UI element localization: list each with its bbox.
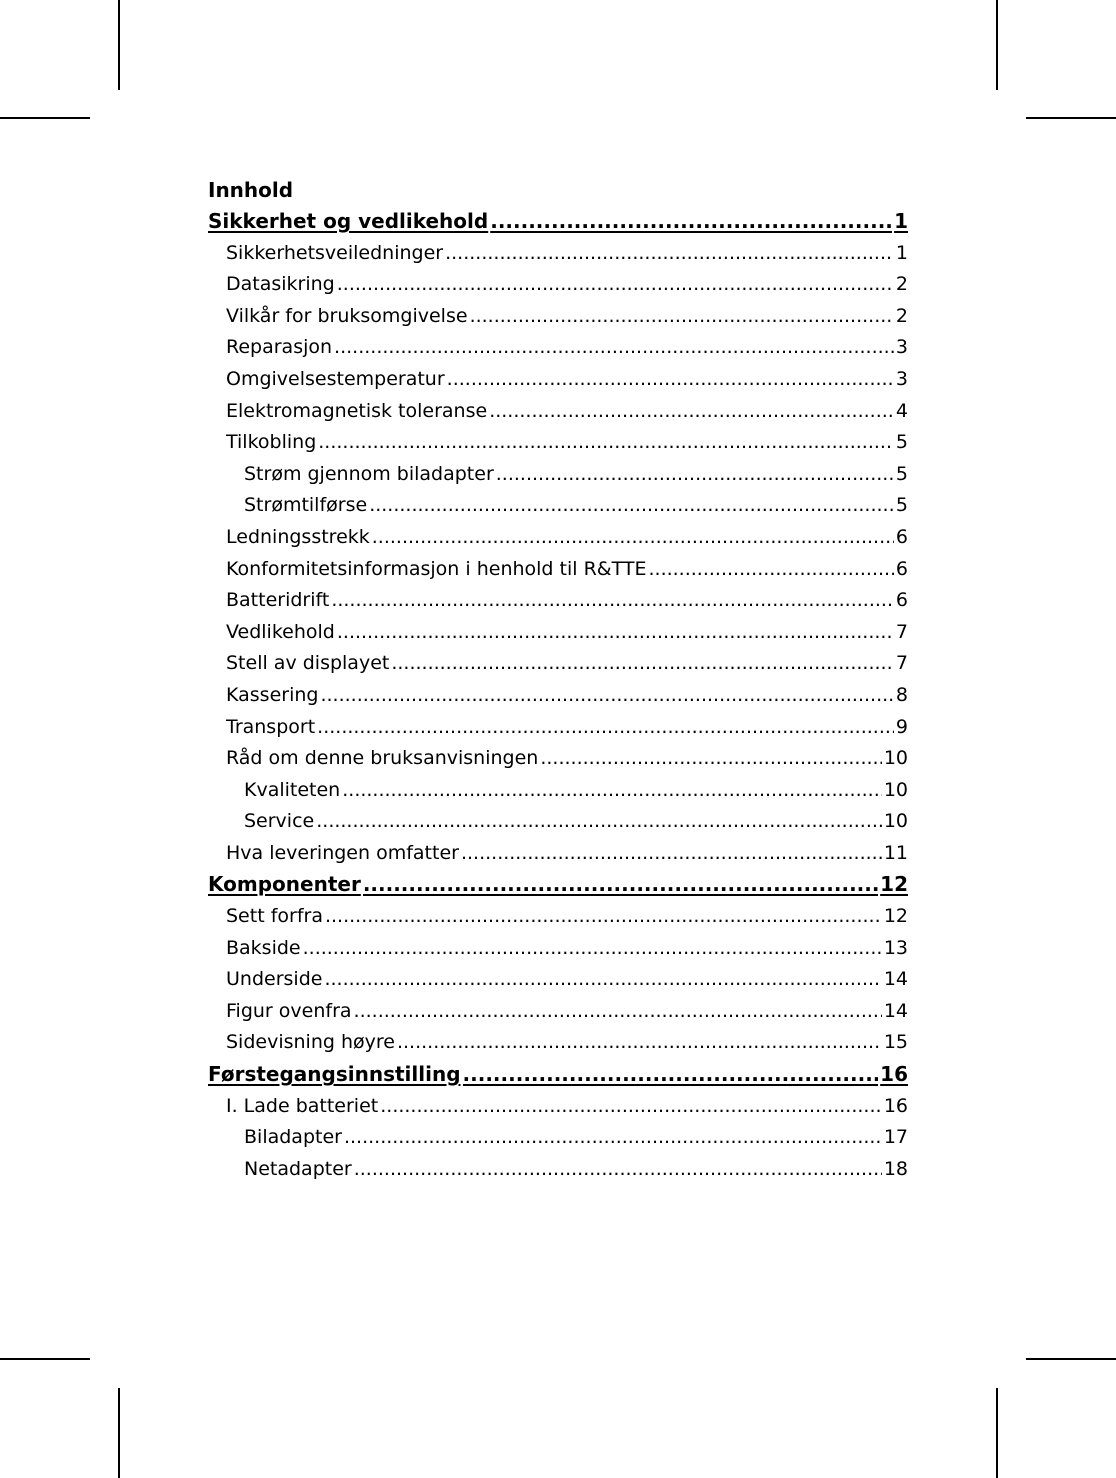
toc-entry-leader: [391, 648, 894, 680]
toc-entry-title: Service: [244, 810, 315, 833]
toc-entry[interactable]: [208, 933, 908, 965]
toc-entry-page: 5: [895, 462, 908, 485]
toc-entry[interactable]: [208, 743, 908, 775]
toc-entry-page: 3: [895, 336, 908, 359]
toc-entry-title: Biladapter: [244, 1126, 342, 1149]
toc-entry[interactable]: [208, 617, 908, 649]
crop-mark-bottom-right-horizontal: [1026, 1358, 1116, 1360]
toc-entry-title: Transport: [226, 715, 316, 738]
table-of-contents: [208, 174, 908, 1185]
toc-entry-page: 4: [895, 399, 908, 422]
toc-entry-page: 14: [883, 999, 908, 1022]
toc-entry[interactable]: [208, 427, 908, 459]
toc-entry-page: 1: [895, 241, 908, 264]
toc-entry-leader: [316, 806, 882, 838]
toc-entry-leader: [490, 206, 892, 238]
toc-entry-leader: [320, 680, 893, 712]
crop-mark-top-right-vertical: [996, 0, 998, 90]
toc-entry[interactable]: [208, 712, 908, 744]
toc-entry-title: Datasikring: [226, 273, 335, 296]
toc-entry-leader: [344, 1122, 882, 1154]
toc-list: [208, 206, 908, 1185]
toc-entry[interactable]: [208, 648, 908, 680]
toc-entry-title: Figur ovenfra: [226, 999, 352, 1022]
toc-entry-page: 5: [895, 431, 908, 454]
toc-entry-leader: [334, 332, 894, 364]
toc-entry-page: 1: [894, 209, 908, 233]
toc-entry[interactable]: [208, 869, 908, 901]
toc-entry-leader: [318, 427, 894, 459]
toc-entry-title: I. Lade batteriet: [226, 1094, 379, 1117]
toc-entry-page: 10: [883, 778, 908, 801]
toc-entry-title: Reparasjon: [226, 336, 333, 359]
toc-entry-title: Konformitetsinformasjon i henhold til R&TTE: [226, 557, 647, 580]
toc-entry[interactable]: [208, 459, 908, 491]
toc-entry[interactable]: [208, 364, 908, 396]
crop-mark-bottom-left-horizontal: [0, 1358, 90, 1360]
toc-entry-title: Strømtilførse: [244, 494, 368, 517]
toc-entry[interactable]: [208, 332, 908, 364]
toc-entry-title: Vilkår for bruksomgivelse: [226, 304, 468, 327]
toc-entry-leader: [648, 554, 893, 586]
crop-mark-bottom-right-vertical: [996, 1388, 998, 1478]
toc-entry[interactable]: [208, 901, 908, 933]
toc-entry[interactable]: [208, 206, 908, 238]
toc-entry-title: Omgivelsestemperatur: [226, 367, 445, 390]
toc-entry-page: 7: [895, 620, 908, 643]
toc-entry-leader: [447, 364, 894, 396]
toc-entry-page: 9: [895, 715, 908, 738]
toc-entry[interactable]: [208, 1059, 908, 1091]
toc-entry-leader: [397, 1027, 882, 1059]
toc-entry[interactable]: [208, 838, 908, 870]
toc-entry-page: 17: [883, 1126, 908, 1149]
toc-entry[interactable]: [208, 996, 908, 1028]
toc-entry-title: Kvaliteten: [244, 778, 341, 801]
toc-entry[interactable]: [208, 522, 908, 554]
toc-entry-leader: [354, 1154, 882, 1186]
toc-entry-title: Hva leveringen omfatter: [226, 841, 459, 864]
toc-entry-title: Bakside: [226, 936, 301, 959]
toc-entry-leader: [380, 1091, 882, 1123]
toc-entry-leader: [540, 743, 881, 775]
toc-entry-page: 6: [895, 589, 908, 612]
toc-entry-title: Vedlikehold: [226, 620, 335, 643]
toc-entry-title: Elektromagnetisk toleranse: [226, 399, 488, 422]
toc-entry[interactable]: [208, 269, 908, 301]
toc-entry-page: 2: [895, 304, 908, 327]
toc-entry-page: 6: [895, 525, 908, 548]
toc-entry-title: Kassering: [226, 683, 319, 706]
toc-entry-leader: [372, 522, 894, 554]
toc-entry[interactable]: [208, 680, 908, 712]
toc-entry-leader: [317, 712, 894, 744]
toc-entry-page: 14: [883, 968, 908, 991]
toc-entry[interactable]: [208, 301, 908, 333]
toc-entry-title: Stell av displayet: [226, 652, 390, 675]
toc-entry-title: Sikkerhet og vedlikehold: [208, 209, 489, 233]
toc-entry-leader: [363, 869, 878, 901]
toc-entry-page: 15: [883, 1031, 908, 1054]
toc-entry-title: Komponenter: [208, 872, 361, 897]
toc-entry-page: 18: [883, 1157, 908, 1180]
toc-entry[interactable]: [208, 1154, 908, 1186]
toc-entry-page: 3: [895, 367, 908, 390]
toc-entry-page: 12: [883, 905, 908, 928]
toc-entry-title: Førstegangsinnstilling: [208, 1062, 461, 1087]
toc-entry-leader: [331, 585, 894, 617]
toc-entry-title: Tilkobling: [226, 431, 317, 454]
toc-entry-leader: [337, 269, 894, 301]
toc-entry-leader: [337, 617, 894, 649]
toc-entry[interactable]: [208, 806, 908, 838]
toc-entry-page: 12: [880, 872, 908, 897]
toc-entry-page: 6: [895, 557, 908, 580]
toc-entry[interactable]: [208, 1122, 908, 1154]
toc-entry[interactable]: [208, 964, 908, 996]
toc-entry-leader: [496, 459, 894, 491]
toc-entry[interactable]: [208, 490, 908, 522]
toc-entry-page: 10: [883, 810, 908, 833]
toc-entry-leader: [342, 775, 882, 807]
toc-entry[interactable]: [208, 238, 908, 270]
toc-entry[interactable]: [208, 1091, 908, 1123]
toc-entry[interactable]: [208, 775, 908, 807]
toc-entry-leader: [445, 238, 894, 270]
crop-mark-top-left-vertical: [118, 0, 120, 90]
toc-entry-leader: [324, 964, 881, 996]
toc-entry-title: Råd om denne bruksanvisningen: [226, 747, 539, 770]
toc-entry-title: Strøm gjennom biladapter: [244, 462, 494, 485]
toc-entry-leader: [470, 301, 894, 333]
toc-entry-leader: [303, 933, 882, 965]
toc-entry[interactable]: [208, 585, 908, 617]
toc-entry-title: Sikkerhetsveiledninger: [226, 241, 444, 264]
toc-entry-page: 5: [895, 494, 908, 517]
toc-entry-page: 7: [895, 652, 908, 675]
toc-entry-leader: [489, 396, 894, 428]
toc-entry-title: Netadapter: [244, 1157, 352, 1180]
toc-entry-leader: [354, 996, 882, 1028]
toc-entry-page: 2: [895, 273, 908, 296]
toc-entry-leader: [325, 901, 882, 933]
toc-entry-title: Underside: [226, 968, 323, 991]
crop-mark-bottom-left-vertical: [118, 1388, 120, 1478]
toc-entry-title: Batteridrift: [226, 589, 330, 612]
toc-entry-title: Sett forfra: [226, 905, 323, 928]
toc-entry-leader: [369, 490, 894, 522]
toc-entry-title: Sidevisning høyre: [226, 1031, 395, 1054]
toc-entry-title: Ledningsstrekk: [226, 525, 370, 548]
toc-entry[interactable]: [208, 1027, 908, 1059]
toc-entry[interactable]: [208, 554, 908, 586]
toc-entry-page: 16: [883, 1094, 908, 1117]
toc-entry-leader: [461, 838, 882, 870]
toc-entry-page: 11: [883, 841, 908, 864]
crop-mark-top-left-horizontal: [0, 117, 90, 119]
toc-entry-page: 13: [883, 936, 908, 959]
toc-entry-leader: [463, 1059, 879, 1091]
toc-entry-page: 16: [880, 1062, 908, 1087]
toc-heading: Innhold: [208, 178, 294, 202]
crop-mark-top-right-horizontal: [1026, 117, 1116, 119]
toc-entry-page: 8: [895, 683, 908, 706]
toc-entry[interactable]: [208, 396, 908, 428]
toc-entry-page: 10: [883, 747, 908, 770]
